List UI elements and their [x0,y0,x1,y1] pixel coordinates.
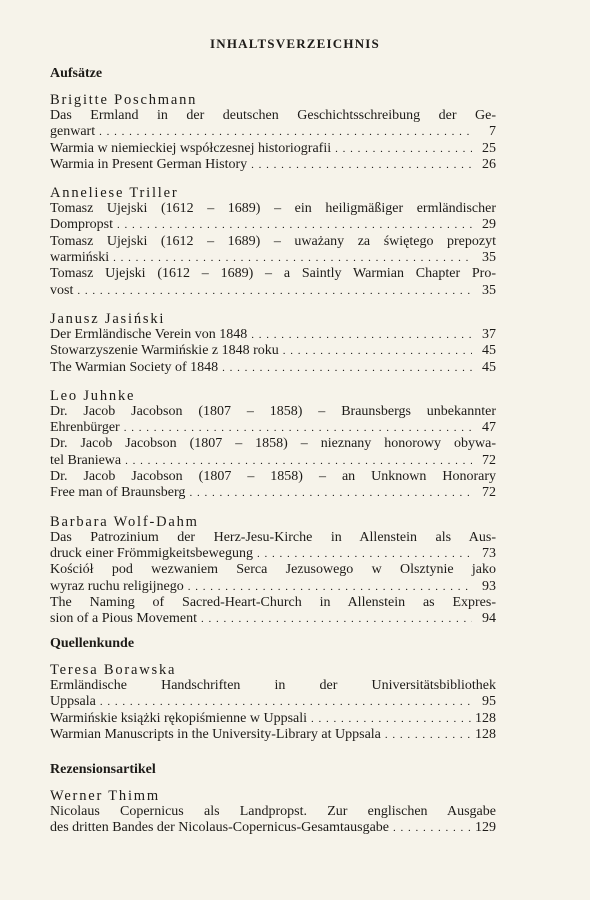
entry-title-last-line: Ehrenbürger [50,420,120,436]
entry-title-last-line: sion of a Pious Movement [50,611,197,627]
toc-entry [50,727,496,743]
entry-title-last-line: Der Ermländische Verein von 1848 [50,326,248,342]
dot-leader [283,343,472,359]
entry-title-last-line: des dritten Bandes der Nicolaus-Copernicus-Gesamtausgabe [50,820,390,836]
entry-title-last-line: Warmińskie książki rękopiśmienne w Uppsali [50,710,308,726]
entry-title-last-line: genwart [50,124,96,140]
page-title: INHALTSVERZEICHNIS [210,36,380,51]
page-number: 7 [489,124,496,140]
toc-section [50,66,496,639]
dot-leader [113,250,472,266]
entry-title-last-line: Dompropst [50,217,113,233]
entry-title-line: Ermländische Handschriften in der Universitätsbibliothek [50,678,496,693]
toc-entry [50,546,496,562]
toc-entry [50,217,496,233]
dot-leader [201,611,472,627]
entry-title-line: Kościół pod wezwaniem Serca Jezusowego w Olsztynie jako [50,562,496,578]
dot-leader [117,217,472,233]
author-name: Anneliese Triller [50,185,179,202]
toc-section [50,762,496,849]
page-number: 128 [475,726,496,742]
entry-title-line: Nicolaus Copernicus als Landpropst. Zur englischen Ausgabe [50,804,496,819]
entry-title-last-line: wyraz ruchu religijnego [50,578,184,594]
toc-entry [50,141,496,157]
entry-title-line: Dr. Jacob Jacobson (1807 – 1858) – nieznany honorowy obywa- [50,436,496,452]
entry-title-line: The Naming of Sacred-Heart-Church in Allenstein as Expres- [50,594,496,610]
section-heading: Aufsätze [50,66,103,81]
page-number: 93 [482,578,496,594]
entry-title-last-line: tel Braniewa [50,452,122,468]
entry-title-last-line: Warmian Manuscripts in the University-Library at Uppsala [50,726,381,742]
author-name: Leo Juhnke [50,387,136,404]
page-number: 35 [482,250,496,266]
author-name: Teresa Borawska [50,662,177,678]
toc-entry [50,694,496,710]
page-number: 95 [482,694,496,710]
dot-leader [257,546,472,562]
page-number: 45 [482,343,496,359]
page-number: 72 [482,452,496,468]
entry-title-last-line: Uppsala [50,694,96,710]
entry-title-line: Dr. Jacob Jacobson (1807 – 1858) – Braunsbergs unbekannter [50,403,496,419]
toc-entry [50,327,496,343]
author-name: Werner Thimm [50,788,160,804]
page-number: 25 [482,140,496,156]
entry-title-last-line: Warmia in Present German History [50,156,248,172]
entry-title-last-line: vost [50,282,74,298]
toc-entry [50,711,496,727]
entry-title-line: Das Ermland in der deutschen Geschichtsschreibung der Ge- [50,108,496,123]
dot-leader [222,360,472,376]
page-number: 128 [475,710,496,726]
page-number: 26 [482,156,496,172]
toc-entry [50,579,496,595]
author-group [50,311,496,376]
dot-leader [189,485,472,501]
entry-title-last-line: Stowarzyszenie Warmińskie z 1848 roku [50,343,279,359]
author-group [50,662,496,743]
page-number: 72 [482,485,496,501]
toc-entry [50,611,496,627]
author-group [50,788,496,837]
dot-leader [188,579,472,595]
toc-entry [50,343,496,359]
toc-entry [50,250,496,266]
dot-leader [125,453,472,469]
entry-title-line: Tomasz Ujejski (1612 – 1689) – ein heiligmäßiger ermländischer [50,201,496,217]
page-number: 129 [475,820,496,836]
entry-title-last-line: Warmia w niemieckiej współczesnej historiografii [50,140,332,156]
section-heading: Rezensionsartikel [50,762,156,777]
dot-leader [385,727,471,743]
toc-entry [50,485,496,501]
author-group [50,92,496,173]
dot-leader [99,124,472,140]
dot-leader [311,711,471,727]
dot-leader [251,157,472,173]
entry-title-last-line: warmiński [50,250,110,266]
toc-entry [50,157,496,173]
author-group [50,514,496,628]
author-name: Janusz Jasiński [50,310,166,327]
dot-leader [251,327,472,343]
toc-section [50,636,496,755]
author-group [50,388,496,502]
page-number: 35 [482,282,496,298]
toc-entry [50,420,496,436]
entry-title-line: Dr. Jacob Jacobson (1807 – 1858) – an Unknown Honorary [50,469,496,485]
entry-title-line: Das Patrozinium der Herz-Jesu-Kirche in Allenstein als Aus- [50,529,496,545]
toc-entry [50,453,496,469]
entry-title-last-line: Free man of Braunsberg [50,485,186,501]
entry-title-last-line: druck einer Frömmigkeitsbewegung [50,545,253,561]
page-number: 94 [482,611,496,627]
entry-title-last-line: The Warmian Society of 1848 [50,359,219,375]
dot-leader [393,820,471,836]
toc-entry [50,283,496,299]
author-name: Barbara Wolf-Dahm [50,513,199,530]
dot-leader [100,694,472,710]
dot-leader [77,283,472,299]
author-name: Brigitte Poschmann [50,92,198,108]
entry-title-line: Tomasz Ujejski (1612 – 1689) – a Saintly Warmian Chapter Pro- [50,266,496,282]
dot-leader [124,420,472,436]
page-number: 37 [482,326,496,342]
dot-leader [335,141,472,157]
author-group [50,185,496,299]
page-number: 47 [482,420,496,436]
toc-entry [50,124,496,140]
toc-entry [50,820,496,836]
section-heading: Quellenkunde [50,636,135,651]
page-number: 29 [482,217,496,233]
page-number: 73 [482,545,496,561]
page-number: 45 [482,359,496,375]
toc-entry [50,360,496,376]
entry-title-line: Tomasz Ujejski (1612 – 1689) – uważany za świętego prepozyt [50,233,496,249]
